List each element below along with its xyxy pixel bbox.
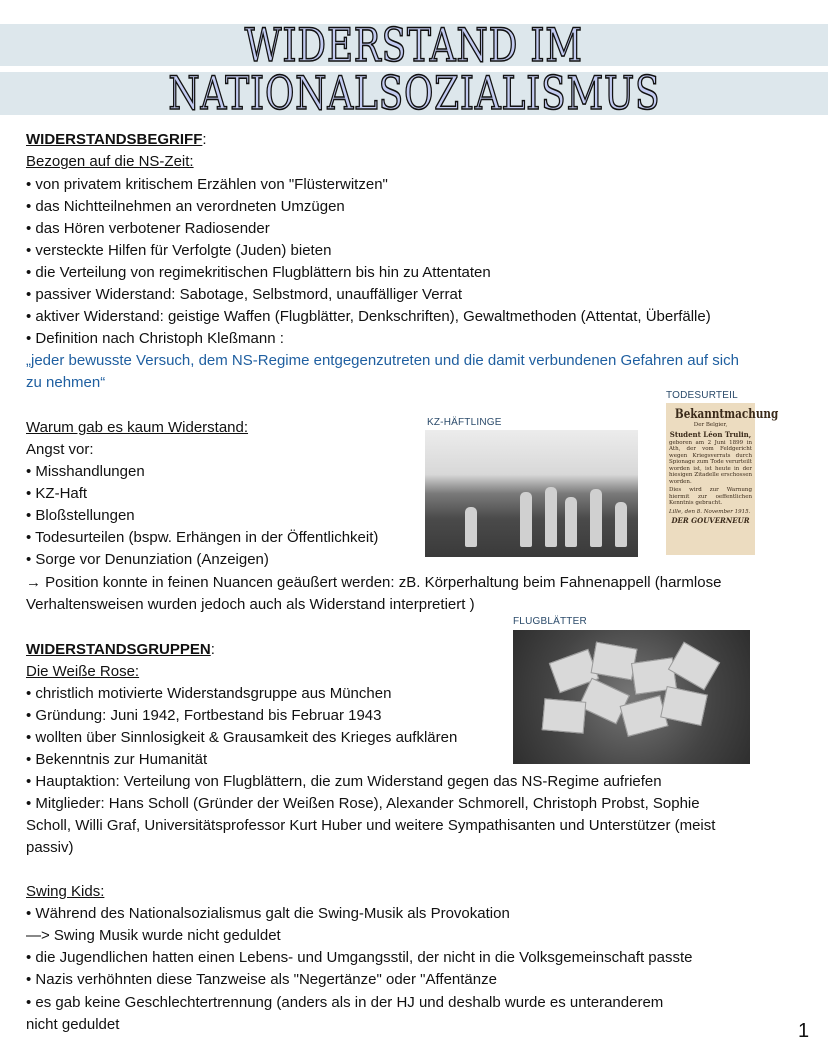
list-item: Scholl, Willi Graf, Universitätsprofessor Kurt Huber und weitere Sympathisanten und Unterstützer (meist xyxy=(26,817,716,834)
subheading: Bezogen auf die NS-Zeit: xyxy=(26,153,194,170)
poster-text: Student Léon Trulin, xyxy=(669,429,752,439)
list-item: • Bekenntnis zur Humanität xyxy=(26,751,208,768)
definition-quote: „jeder bewusste Versuch, dem NS-Regime entgegenzutreten und die damit verbundenen Gefahren auf sich xyxy=(26,352,739,369)
image-caption: FLUGBLÄTTER xyxy=(513,616,587,627)
title-line-1 xyxy=(0,18,828,72)
list-item: • die Verteilung von regimekritischen Flugblättern bis hin zu Attentaten xyxy=(26,264,491,281)
poster-title: Bekanntmachung xyxy=(674,407,779,422)
list-item: • die Jugendlichen hatten einen Lebens- und Umgangsstil, der nicht in die Volksgemeinschaft passte xyxy=(26,949,693,966)
text: Angst vor: xyxy=(26,441,94,458)
list-item: • Mitglieder: Hans Scholl (Gründer der Weißen Rose), Alexander Schmorell, Christoph Probst, Sophie xyxy=(26,795,700,812)
list-item: • das Hören verbotener Radiosender xyxy=(26,220,270,237)
list-item: —> Swing Musik wurde nicht geduldet xyxy=(26,927,281,944)
heading-text: WIDERSTANDSGRUPPEN xyxy=(26,641,211,658)
list-item: • KZ-Haft xyxy=(26,485,88,502)
list-item: • das Nichtteilnehmen an verordneten Umzügen xyxy=(26,198,345,215)
list-item: • Misshandlungen xyxy=(26,463,145,480)
death-sentence-poster xyxy=(666,403,779,555)
kz-prisoners-photo xyxy=(425,430,638,557)
subheading: Warum gab es kaum Widerstand: xyxy=(26,419,249,436)
section-heading-gruppen: WIDERSTANDSGRUPPEN: xyxy=(26,641,215,658)
heading-text: WIDERSTANDSBEGRIFF xyxy=(26,131,203,148)
list-item: passiv) xyxy=(26,839,74,856)
subheading: Swing Kids: xyxy=(26,883,105,900)
leaflets-photo xyxy=(513,630,750,764)
list-item: • Todesurteilen (bspw. Erhängen in der Öffentlichkeit) xyxy=(26,529,379,546)
note: Verhaltensweisen wurden jedoch auch als Widerstand interpretiert ) xyxy=(26,596,475,613)
title-text: NATIONALSOZIALISMUS xyxy=(168,66,660,120)
list-item: • Bloßstellungen xyxy=(26,507,135,524)
list-item: • Während des Nationalsozialismus galt die Swing-Musik als Provokation xyxy=(26,905,510,922)
poster-text: Dies wird zur Warnung hiermit zur oeffentlichen Kenntnis gebracht. xyxy=(669,487,752,506)
list-item: • von privatem kritischem Erzählen von "Flüsterwitzen" xyxy=(26,176,388,193)
list-item: • versteckte Hilfen für Verfolgte (Juden) bieten xyxy=(26,242,332,259)
subheading: Die Weiße Rose: xyxy=(26,663,140,680)
list-item: • Gründung: Juni 1942, Fortbestand bis Februar 1943 xyxy=(26,707,382,724)
list-item: • Nazis verhöhnten diese Tanzweise als "Negertänze" oder "Affentänze xyxy=(26,971,497,988)
list-item: • Sorge vor Denunziation (Anzeigen) xyxy=(26,551,269,568)
poster-text: Lille, den 8. November 1915. xyxy=(669,508,751,515)
image-caption: KZ-HÄFTLINGE xyxy=(427,417,502,428)
list-item: • aktiver Widerstand: geistige Waffen (Flugblätter, Denkschriften), Gewaltmethoden (Attentat, Überfälle) xyxy=(26,308,711,325)
note: → Position konnte in feinen Nuancen geäußert werden: zB. Körperhaltung beim Fahnenappell (harmlose xyxy=(26,574,722,591)
definition-quote: zu nehmen“ xyxy=(26,374,106,391)
title-line-2 xyxy=(0,66,828,120)
list-item: • es gab keine Geschlechtertrennung (anders als in der HJ und deshalb wurde es unteranderem xyxy=(26,994,664,1011)
image-caption: TODESURTEIL xyxy=(666,390,738,401)
list-item: • wollten über Sinnlosigkeit & Grausamkeit des Krieges aufklären xyxy=(26,729,458,746)
list-item: nicht geduldet xyxy=(26,1016,120,1033)
title-text: WIDERSTAND IM xyxy=(244,18,584,72)
poster-text: geboren am 2 Juni 1899 in Ath, der vom Feldgericht wegen Kriegsverrats durch Spionage zum Tode verurteilt worden ist, ist heute in der hiesigen Zitadelle erschossen worden. xyxy=(669,439,752,485)
section-heading-begriff: WIDERSTANDSBEGRIFF: xyxy=(26,131,207,148)
list-item: • Definition nach Christoph Kleßmann : xyxy=(26,330,284,347)
list-item: • christlich motivierte Widerstandsgruppe aus München xyxy=(26,685,392,702)
poster-text: Der Belgier, xyxy=(693,422,728,428)
list-item: • passiver Widerstand: Sabotage, Selbstmord, unauffälliger Verrat xyxy=(26,286,463,303)
page-number: 1 xyxy=(798,1020,810,1042)
poster-text: DER GOUVERNEUR xyxy=(671,516,750,525)
list-item: • Hauptaktion: Verteilung von Flugblättern, die zum Widerstand gegen das NS-Regime aufriefen xyxy=(26,773,662,790)
